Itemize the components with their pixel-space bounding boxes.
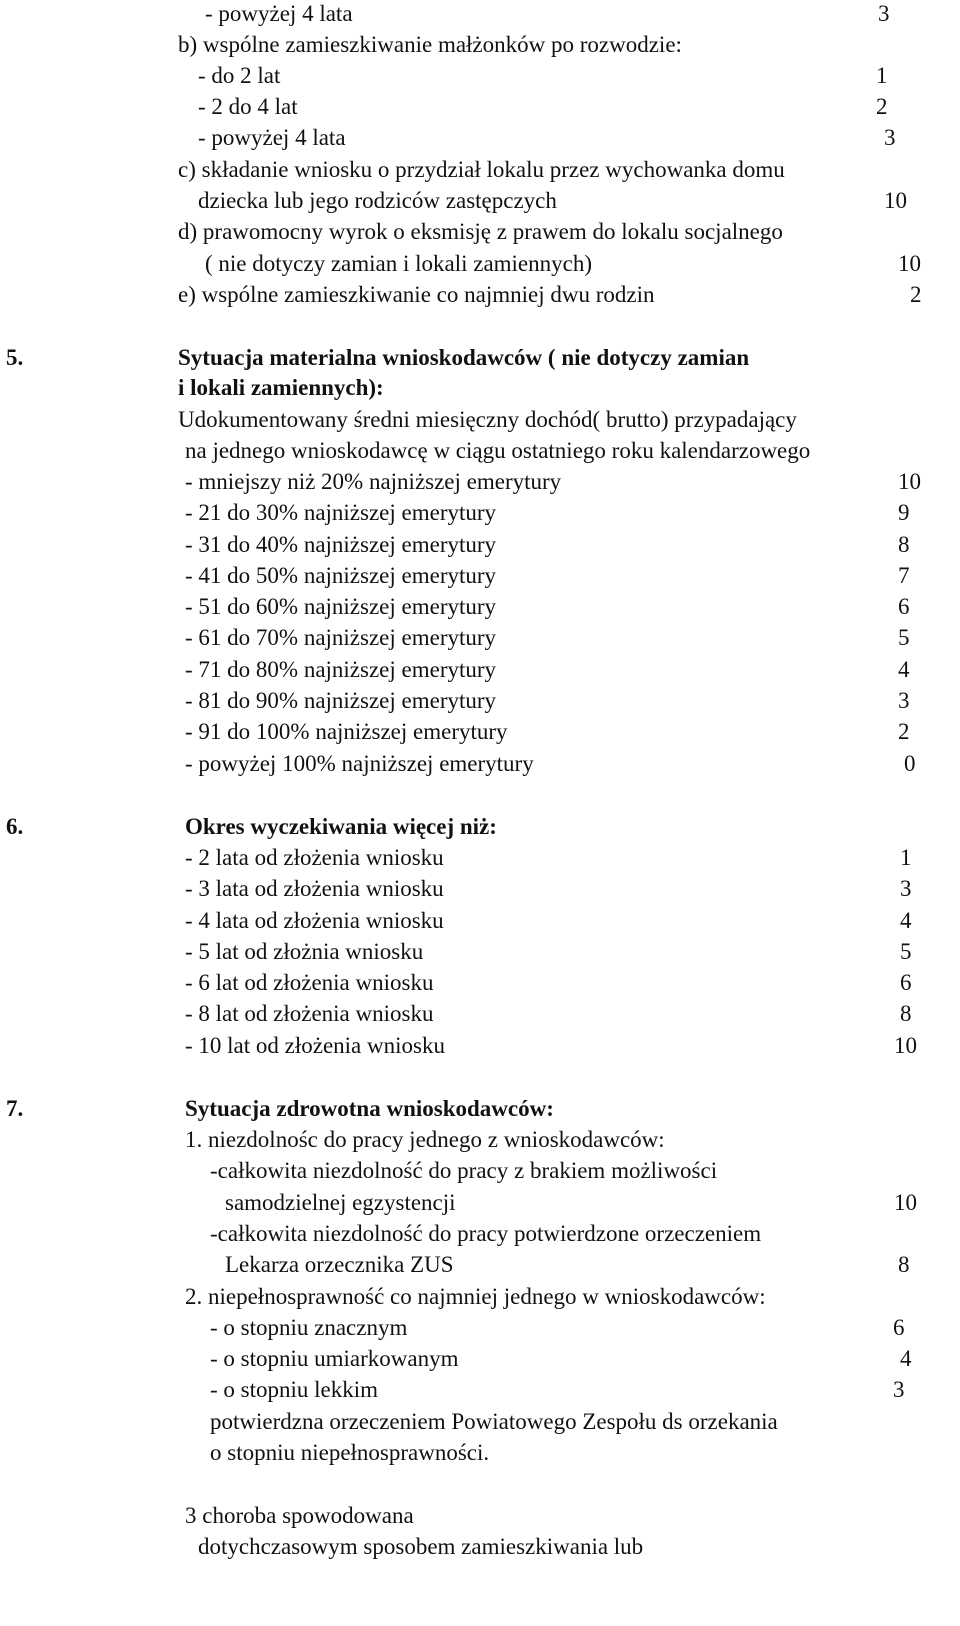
item-score: 10 [884,188,907,213]
item-text: - powyżej 4 lata [205,1,353,26]
item-text: na jednego wnioskodawcę w ciągu ostatniego roku kalendarzowego [185,438,811,463]
item-score: 2 [876,94,888,119]
item-text: dziecka lub jego rodziców zastępczych [198,188,557,213]
item-score: 3 [900,876,912,901]
item-text: - powyżej 4 lata [198,125,346,150]
item-score: 5 [900,939,912,964]
item-text: - 41 do 50% najniższej emerytury [185,563,497,588]
item-score: 10 [894,1033,917,1058]
item-text: - mniejszy niż 20% najniższej emerytury [185,469,562,494]
item-score: 3 [893,1377,905,1402]
item-score: 8 [898,532,910,557]
item-text: - 71 do 80% najniższej emerytury [185,657,497,682]
item-score: 10 [894,1190,917,1215]
section-5-heading: Sytuacja materialna wnioskodawców ( nie dotyczy zamian [178,345,750,370]
item-score: 3 [898,688,910,713]
item-score: 6 [893,1315,905,1340]
sub-heading: 2. niepełnosprawność co najmniej jednego w wnioskodawców: [185,1284,766,1309]
item-text: - 3 lata od złożenia wniosku [185,876,444,901]
item-text: - 8 lat od złożenia wniosku [185,1001,434,1026]
sub-heading: d) prawomocny wyrok o eksmisję z prawem do lokalu socjalnego [178,219,783,244]
sub-heading: 3 choroba spowodowana [185,1503,414,1528]
sub-heading: c) składanie wniosku o przydział lokalu przez wychowanka domu [178,157,785,182]
item-text: - 6 lat od złożenia wniosku [185,970,434,995]
section-6-heading: Okres wyczekiwania więcej niż: [185,814,497,839]
section-7-number: 7. [6,1096,24,1121]
item-text: - 31 do 40% najniższej emerytury [185,532,497,557]
item-score: 6 [898,594,910,619]
item-text: - 61 do 70% najniższej emerytury [185,625,497,650]
item-score: 5 [898,625,910,650]
item-score: 2 [910,282,922,307]
item-score: 4 [898,657,910,682]
item-text: o stopniu niepełnosprawności. [210,1440,490,1465]
section-7-heading: Sytuacja zdrowotna wnioskodawców: [185,1096,554,1121]
item-score: 1 [876,63,888,88]
item-score: 4 [900,908,912,933]
item-text: potwierdzna orzeczeniem Powiatowego Zespołu ds orzekania [210,1409,778,1434]
section-5-heading-cont: i lokali zamiennych): [178,375,384,400]
item-text: - do 2 lat [198,63,281,88]
item-text: dotychczasowym sposobem zamieszkiwania lub [198,1534,644,1559]
item-text: - 5 lat od złożnia wniosku [185,939,424,964]
item-score: 3 [878,1,890,26]
item-text: - o stopniu znacznym [210,1315,408,1340]
item-score: 10 [898,469,921,494]
item-score: 6 [900,970,912,995]
item-text: -całkowita niezdolność do pracy z brakiem możliwości [210,1158,718,1183]
item-score: 10 [898,251,921,276]
item-score: 0 [904,751,916,776]
sub-heading: b) wspólne zamieszkiwanie małżonków po rozwodzie: [178,32,682,57]
item-text: - 81 do 90% najniższej emerytury [185,688,497,713]
item-text: Udokumentowany średni miesięczny dochód( brutto) przypadający [178,407,797,432]
item-text: - o stopniu umiarkowanym [210,1346,459,1371]
item-text: - o stopniu lekkim [210,1377,379,1402]
item-text: -całkowita niezdolność do pracy potwierdzone orzeczeniem [210,1221,762,1246]
item-score: 1 [900,845,912,870]
item-score: 3 [884,125,896,150]
item-text: - 21 do 30% najniższej emerytury [185,500,497,525]
item-text: - 51 do 60% najniższej emerytury [185,594,497,619]
item-text: - powyżej 100% najniższej emerytury [185,751,534,776]
item-text: e) wspólne zamieszkiwanie co najmniej dwu rodzin [178,282,655,307]
item-text: - 4 lata od złożenia wniosku [185,908,444,933]
item-text: samodzielnej egzystencji [225,1190,456,1215]
item-score: 7 [898,563,910,588]
item-score: 8 [898,1252,910,1277]
item-text: - 10 lat od złożenia wniosku [185,1033,445,1058]
item-text: - 2 do 4 lat [198,94,298,119]
item-text: - 91 do 100% najniższej emerytury [185,719,508,744]
item-text: Lekarza orzecznika ZUS [225,1252,454,1277]
item-text: - 2 lata od złożenia wniosku [185,845,444,870]
section-5-number: 5. [6,345,24,370]
section-6-number: 6. [6,814,24,839]
item-score: 4 [900,1346,912,1371]
sub-heading: 1. niezdolnośc do pracy jednego z wnioskodawców: [185,1127,665,1152]
item-score: 2 [898,719,910,744]
item-score: 8 [900,1001,912,1026]
item-score: 9 [898,500,910,525]
item-text: ( nie dotyczy zamian i lokali zamiennych) [205,251,593,276]
